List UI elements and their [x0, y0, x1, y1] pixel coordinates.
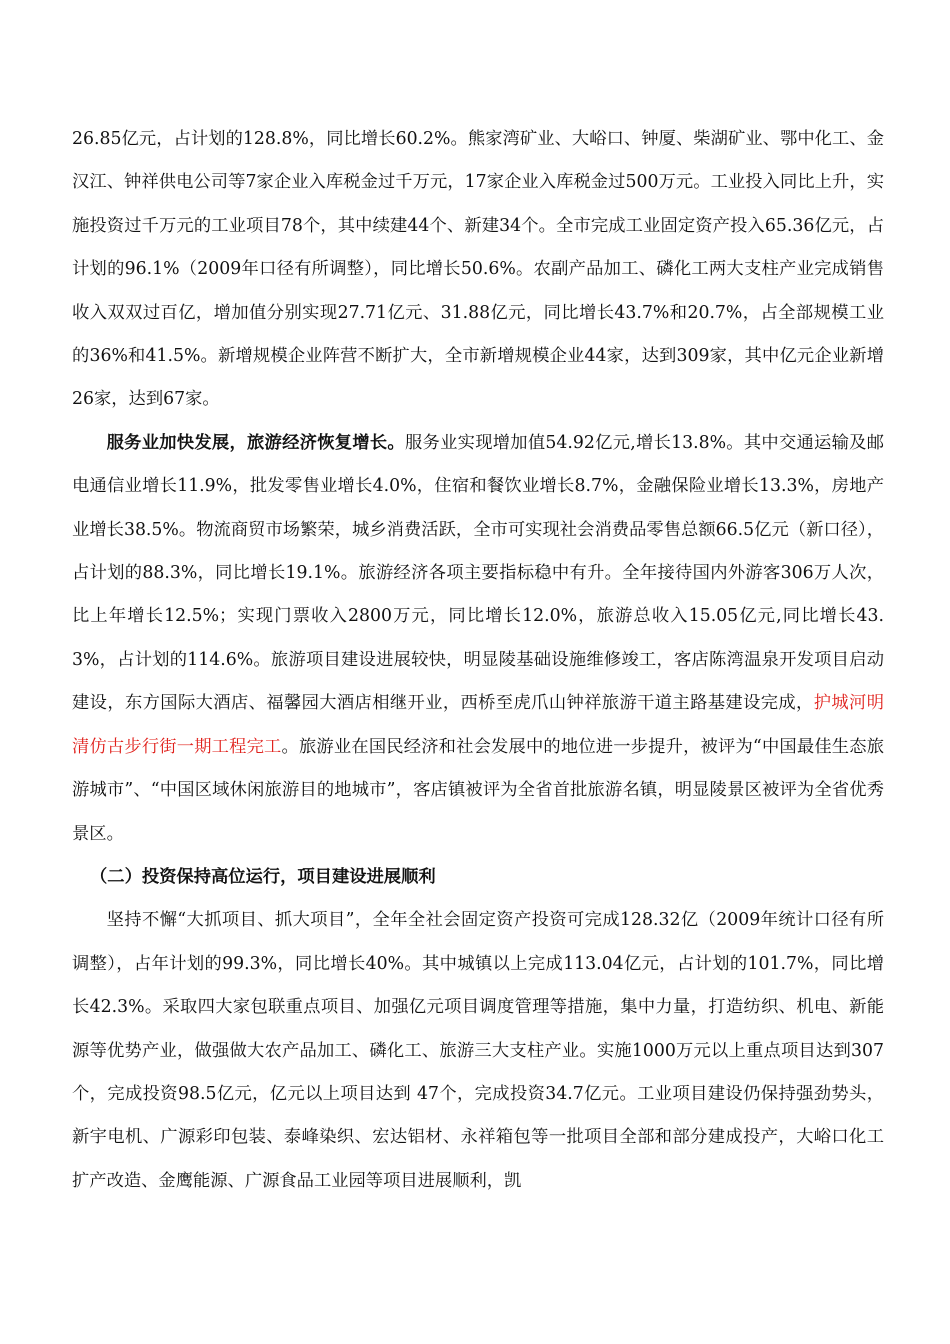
section-heading: （二）投资保持高位运行，项目建设进展顺利 — [90, 866, 436, 887]
paragraph-investment: 坚持不懈“大抓项目、抓大项目”，全年全社会固定资产投资可完成128.32亿（2009年统计口径有所调整），占年计划的99.3%，同比增长40%。其中城镇以上完成113.04亿元，占计划的101.7%，同比增长42.3%。采取四大家包联重点项目、加强亿元项目调度管理等措施，集中力量，打造纺织、机电、新能源等优势产业，做强做大农产品加工、磷化工、旅游三大支柱产业。实施1000万元以上重点项目达到307个，完成投资98.5亿元，亿元以上项目达到 47个，完成投资34.7亿元。工业项目建设仍保持强劲势头，新宇电机、广源彩印包装、泰峰染织、宏达铝材、永祥箱包等一批项目全部和部分建成投产，大峪口化工扩产改造、金鹰能源、广源食品工业园等项目进展顺利，凯 — [72, 910, 884, 1191]
paragraph-industry-summary: 26.85亿元，占计划的128.8%，同比增长60.2%。熊家湾矿业、大峪口、钟厦、柴湖矿业、鄂中化工、金汉江、钟祥供电公司等7家企业入库税金过千万元，17家企业入库税金过500万元。工业投入同比上升，实施投资过千万元的工业项目78个，其中续建44个、新建34个。全市完成工业固定资产投入65.36亿元，占计划的96.1%（2009年口径有所调整），同比增长50.6%。农副产品加工、磷化工两大支柱产业完成销售收入双双过百亿，增加值分别实现27.71亿元、31.88亿元，同比增长43.7%和20.7%，占全部规模工业的36%和41.5%。新增规模企业阵营不断扩大，全市新增规模企业44家，达到309家，其中亿元企业新增26家，达到67家。 — [72, 129, 884, 410]
paragraph-services-tourism — [72, 422, 884, 856]
highlighted-text: 护城河明清仿古步行街一期工程完工 — [72, 693, 884, 757]
paragraph-body-text: 服务业实现增加值54.92亿元,增长13.8%。其中交通运输及邮电通信业增长11.9%，批发零售业增长4.0%，住宿和餐饮业增长8.7%，金融保险业增长13.3%，房地产业增长38.5%。物流商贸市场繁荣，城乡消费活跃，全市可实现社会消费品零售总额66.5亿元（新口径），占计划的88.3%，同比增长19.1%。旅游经济各项主要指标稳中有升。全年接待国内外游客306万人次，比上年增长12.5%；实现门票收入2800万元，同比增长12.0%，旅游总收入15.05亿元,同比增长43.3%，占计划的114.6%。旅游项目建设进展较快，明显陵基础设施维修竣工，客店陈湾温泉开发项目启动建设，东方国际大酒店、福馨园大酒店相继开业，西桥至虎爪山钟祥旅游干道主路基建设完成， — [72, 432, 884, 714]
paragraph-lead-heading: 服务业加快发展，旅游经济恢复增长。 — [106, 432, 405, 453]
document-page — [72, 118, 884, 1203]
paragraph-body-text-continued: 。旅游业在国民经济和社会发展中的地位进一步提升，被评为“中国最佳生态旅游城市”、“中国区域休闲旅游目的地城市”，客店镇被评为全省首批旅游名镇，明显陵景区被评为全省优秀景区。 — [72, 736, 884, 844]
